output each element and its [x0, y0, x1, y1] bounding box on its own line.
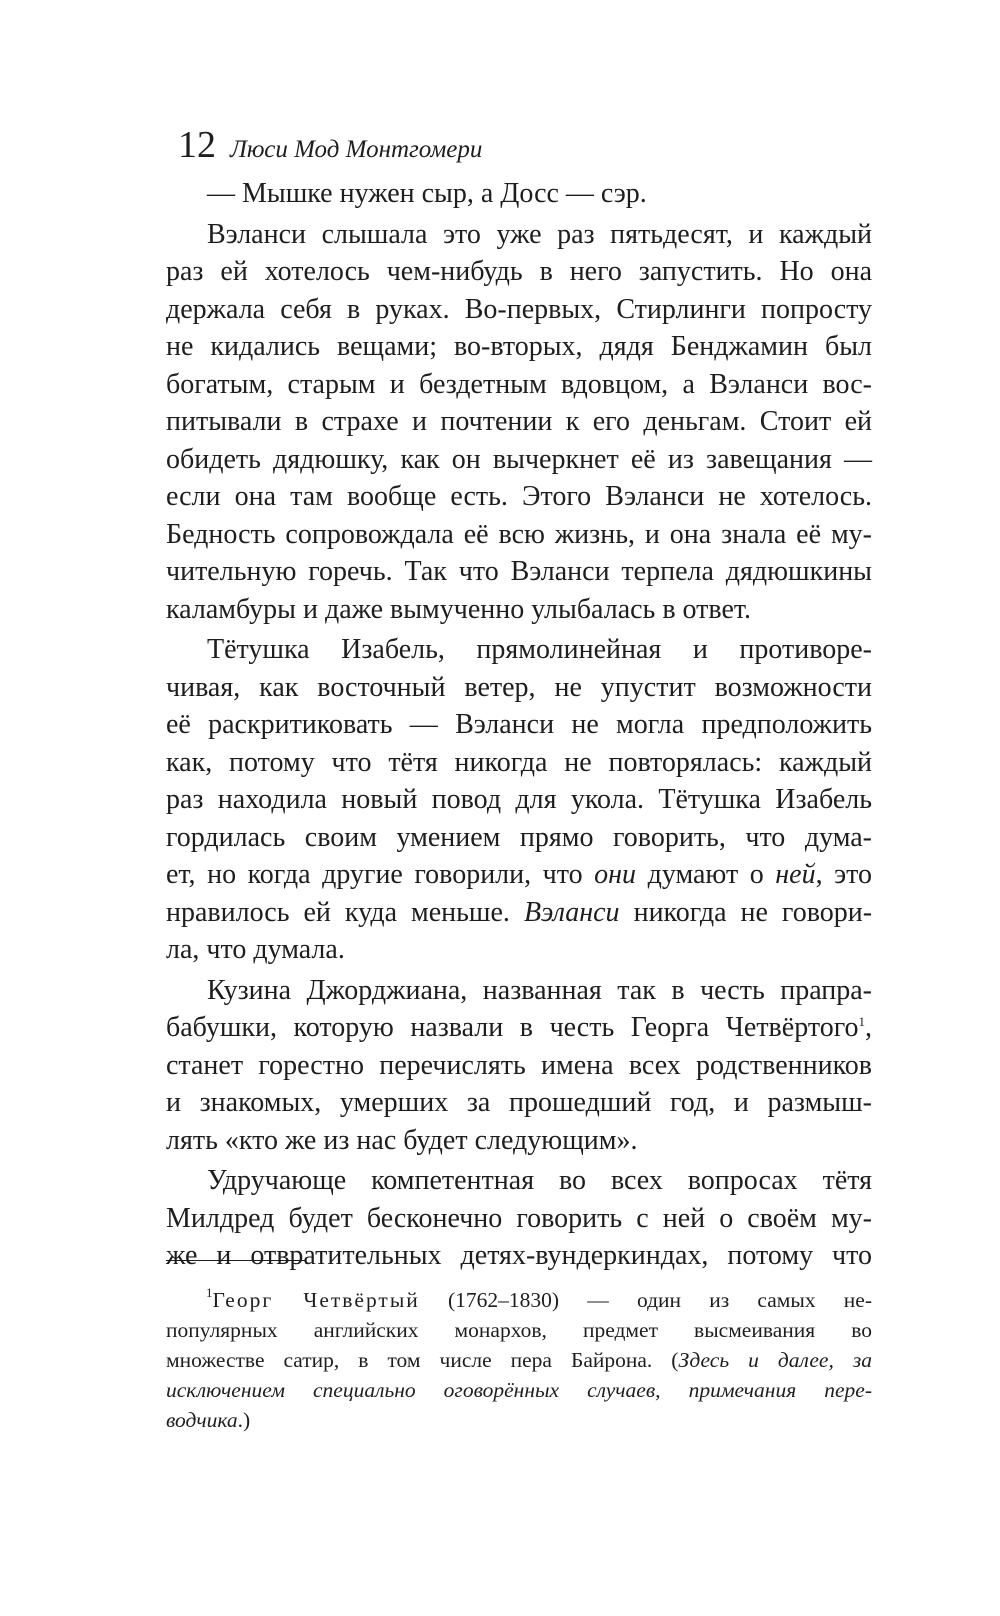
text-fragment: (1762–1830) — один из самых не-: [447, 1288, 872, 1312]
text-fragment: множестве сатир, в том числе пера Байрона. (: [166, 1348, 679, 1372]
text-fragment: нравилось ей куда меньше.: [166, 896, 510, 928]
text-line: станет горестно перечислять имена всех родственников: [166, 1049, 872, 1081]
page-number: 12: [178, 124, 216, 166]
text-fragment: , это: [815, 859, 873, 890]
footnote-divider: [166, 1260, 306, 1261]
text-line: если она там вообще есть. Этого Вэланси не хотелось.: [166, 481, 872, 512]
italic-fragment: Вэланси: [523, 896, 620, 928]
text-fragment: ,: [865, 1012, 872, 1043]
running-head: [178, 122, 878, 172]
text-line: [166, 894, 872, 932]
italic-fragment: они: [594, 859, 637, 890]
text-line: раз находила новый повод для укола. Тётушка Изабель: [166, 784, 872, 815]
footnote-line: популярных английских монархов, предмет высмеивания во: [166, 1318, 872, 1342]
text-line: держала себя в руках. Во-первых, Стирлинги попросту: [166, 293, 872, 325]
text-line: не кидались вещами; во-вторых, дядя Бенджамин был: [166, 331, 872, 362]
text-fragment: никогда не говори-: [633, 896, 873, 928]
text-line: Бедность сопровождала её всю жизнь, и она знала её му-: [166, 518, 872, 550]
footnote-line: [166, 1375, 872, 1405]
text-line: обидеть дядюшку, как он вычеркнет её из завещания —: [166, 443, 872, 475]
text-line: Кузина Джорджиана, названная так в честь прапра-: [207, 974, 872, 1006]
body-text: [166, 175, 872, 1275]
text-line: Удручающе компетентная во всех вопросах тётя: [207, 1165, 872, 1196]
text-line: каламбуры и даже вымученно улыбалась в ответ.: [166, 593, 752, 625]
text-line: Тётушка Изабель, прямолинейная и противоре-: [207, 634, 872, 665]
italic-fragment: ней: [775, 859, 816, 890]
text-line: Милдред будет бесконечно говорить с ней о своём му-: [166, 1202, 872, 1234]
footnote-marker: 1: [206, 1285, 213, 1300]
text-line: чительную горечь. Так что Вэланси терпела дядюшкины: [166, 556, 872, 587]
text-line: как, потому что тётя никогда не повторялась: каждый: [166, 746, 872, 778]
text-line: [166, 856, 872, 894]
text-line: же и отвратительных детях-вундеркиндах, потому что: [166, 1240, 872, 1271]
text-fragment: думают о: [647, 859, 764, 890]
author-name: Люси Мод Монтгомери: [230, 136, 483, 163]
text-line: [166, 1009, 872, 1047]
italic-fragment: водчика: [166, 1408, 238, 1432]
text-line: раз ей хотелось чем-нибудь в него запустить. Но она: [166, 256, 872, 287]
text-line: её раскритиковать — Вэланси не могла предположить: [166, 709, 872, 740]
italic-fragment: Здесь и далее, за: [678, 1348, 872, 1372]
text-fragment: бабушки, которую назвали в честь Георга Четвёртого: [166, 1012, 859, 1043]
footnote-name: Георг Четвёртый: [212, 1288, 420, 1312]
italic-fragment: исключением специально оговорённых случаев, примечания пере-: [166, 1378, 872, 1402]
footnote-line: [166, 1345, 872, 1375]
text-fragment: ет, но когда другие говорили, что: [166, 859, 583, 890]
text-line: гордилась своим умением прямо говорить, что дума-: [166, 821, 872, 853]
text-line: богатым, старым и бездетным вдовцом, а Вэланси вос-: [166, 368, 872, 400]
footnote-ref[interactable]: 1: [858, 1014, 865, 1029]
text-line: Вэланси слышала это уже раз пятьдесят, и каждый: [207, 218, 872, 250]
text-line: ла, что думала.: [166, 934, 345, 965]
text-line: лять «кто же из нас будет следующим».: [166, 1124, 638, 1156]
text-fragment: .): [237, 1408, 251, 1432]
footnote: [166, 1285, 872, 1435]
text-line: — Мышке нужен сыр, а Досс — сэр.: [207, 178, 647, 209]
footnote-line: [166, 1285, 872, 1315]
footnote-line: [166, 1405, 872, 1435]
text-line: питывали в страхе и почтении к его деньгам. Стоит ей: [166, 406, 872, 437]
text-line: и знакомых, умерших за прошедший год, и размыш-: [166, 1087, 872, 1118]
text-line: чивая, как восточный ветер, не упустит возможности: [166, 671, 872, 703]
